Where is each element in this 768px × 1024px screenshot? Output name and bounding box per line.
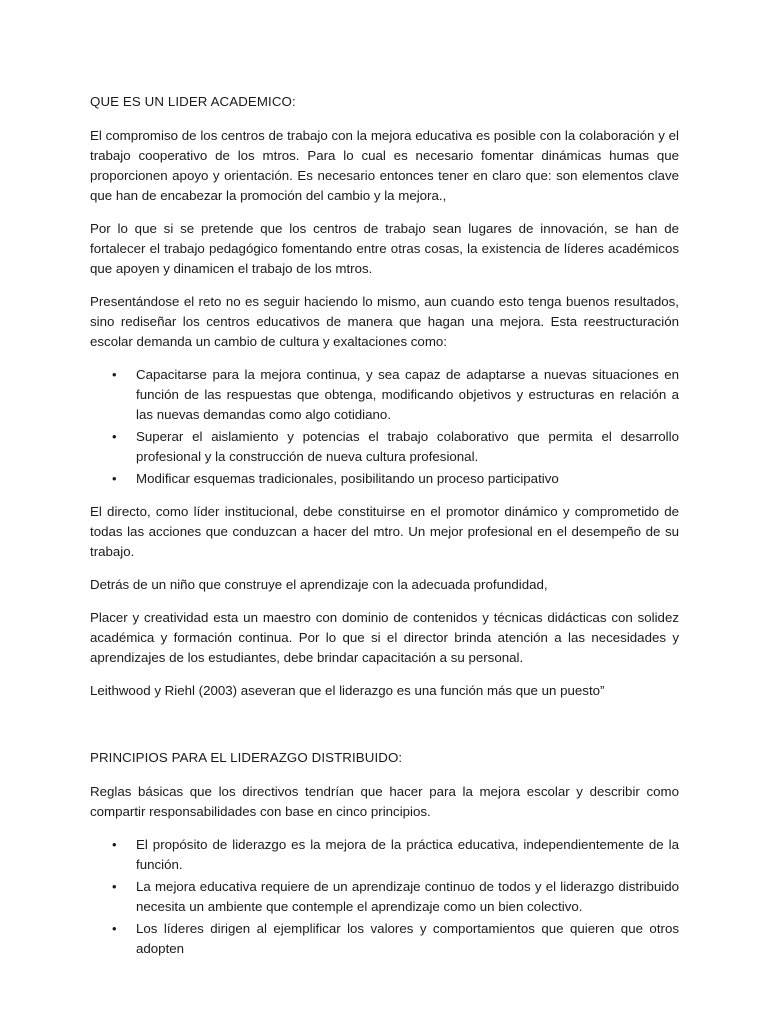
paragraph: Detrás de un niño que construye el aprendizaje con la adecuada profundidad, bbox=[90, 577, 548, 592]
section-spacer bbox=[90, 714, 679, 748]
bullet-icon: • bbox=[112, 471, 117, 486]
list-item bbox=[90, 427, 679, 467]
bullet-icon: • bbox=[112, 429, 117, 444]
list-item bbox=[90, 835, 679, 875]
section-heading-principios: PRINCIPIOS PARA EL LIDERAZGO DISTRIBUIDO: bbox=[90, 750, 403, 765]
bullet-list bbox=[90, 835, 679, 959]
paragraph: Por lo que si se pretende que los centros de trabajo sean lugares de innovación, se han de fortalecer el trabajo pedagógico fomentando entre otras cosas, la existencia de líderes académicos que apoyen y dinamicen el trabajo de los mtros. bbox=[90, 221, 679, 276]
list-item-text: El propósito de liderazgo es la mejora de la práctica educativa, independientemente de la función. bbox=[136, 837, 679, 872]
list-item bbox=[90, 469, 679, 489]
paragraph: El directo, como líder institucional, debe constituirse en el promotor dinámico y comprometido de todas las acciones que conduzcan a hacer del mtro. Un mejor profesional en el desempeño de su trabajo. bbox=[90, 504, 679, 559]
list-item-text: La mejora educativa requiere de un aprendizaje continuo de todos y el liderazgo distribuido necesita un ambiente que contemple el aprendizaje como un bien colectivo. bbox=[136, 879, 679, 914]
paragraph: El compromiso de los centros de trabajo con la mejora educativa es posible con la colaboración y el trabajo cooperativo de los mtros. Para lo cual es necesario fomentar dinámicas humas que proporcionen apoyo y orientación. Es necesario entonces tener en claro que: son elementos clave que han de encabezar la promoción del cambio y la mejora., bbox=[90, 128, 679, 203]
document-body bbox=[90, 92, 679, 972]
bullet-icon: • bbox=[112, 367, 117, 382]
list-item bbox=[90, 365, 679, 425]
paragraph: Presentándose el reto no es seguir haciendo lo mismo, aun cuando esto tenga buenos resultados, sino rediseñar los centros educativos de manera que hagan una mejora. Esta reestructuración escolar demanda un cambio de cultura y exaltaciones como: bbox=[90, 294, 679, 349]
list-item-text: Superar el aislamiento y potencias el trabajo colaborativo que permita el desarrollo profesional y la construcción de nueva cultura profesional. bbox=[136, 429, 679, 464]
bullet-icon: • bbox=[112, 921, 117, 936]
bullet-icon: • bbox=[112, 879, 117, 894]
bullet-list bbox=[90, 365, 679, 489]
list-item-text: Capacitarse para la mejora continua, y sea capaz de adaptarse a nuevas situaciones en función de las respuestas que obtenga, modificando objetivos y estructuras en relación a las nuevas demandas como algo cotidiano. bbox=[136, 367, 679, 422]
list-item bbox=[90, 877, 679, 917]
paragraph: Reglas básicas que los directivos tendrían que hacer para la mejora escolar y describir como compartir responsabilidades con base en cinco principios. bbox=[90, 784, 679, 819]
bullet-icon: • bbox=[112, 837, 117, 852]
list-item-text: Los líderes dirigen al ejemplificar los valores y comportamientos que quieren que otros adopten bbox=[136, 921, 679, 956]
section-heading-lider-academico: QUE ES UN LIDER ACADEMICO: bbox=[90, 94, 296, 109]
paragraph: Placer y creatividad esta un maestro con dominio de contenidos y técnicas didácticas con solidez académica y formación continua. Por lo que si el director brinda atención a las necesidades y aprendizajes de los estudiantes, debe brindar capacitación a su personal. bbox=[90, 610, 679, 665]
paragraph: Leithwood y Riehl (2003) aseveran que el liderazgo es una función más que un puesto” bbox=[90, 683, 605, 698]
list-item-text: Modificar esquemas tradicionales, posibilitando un proceso participativo bbox=[136, 471, 559, 486]
list-item bbox=[90, 919, 679, 959]
